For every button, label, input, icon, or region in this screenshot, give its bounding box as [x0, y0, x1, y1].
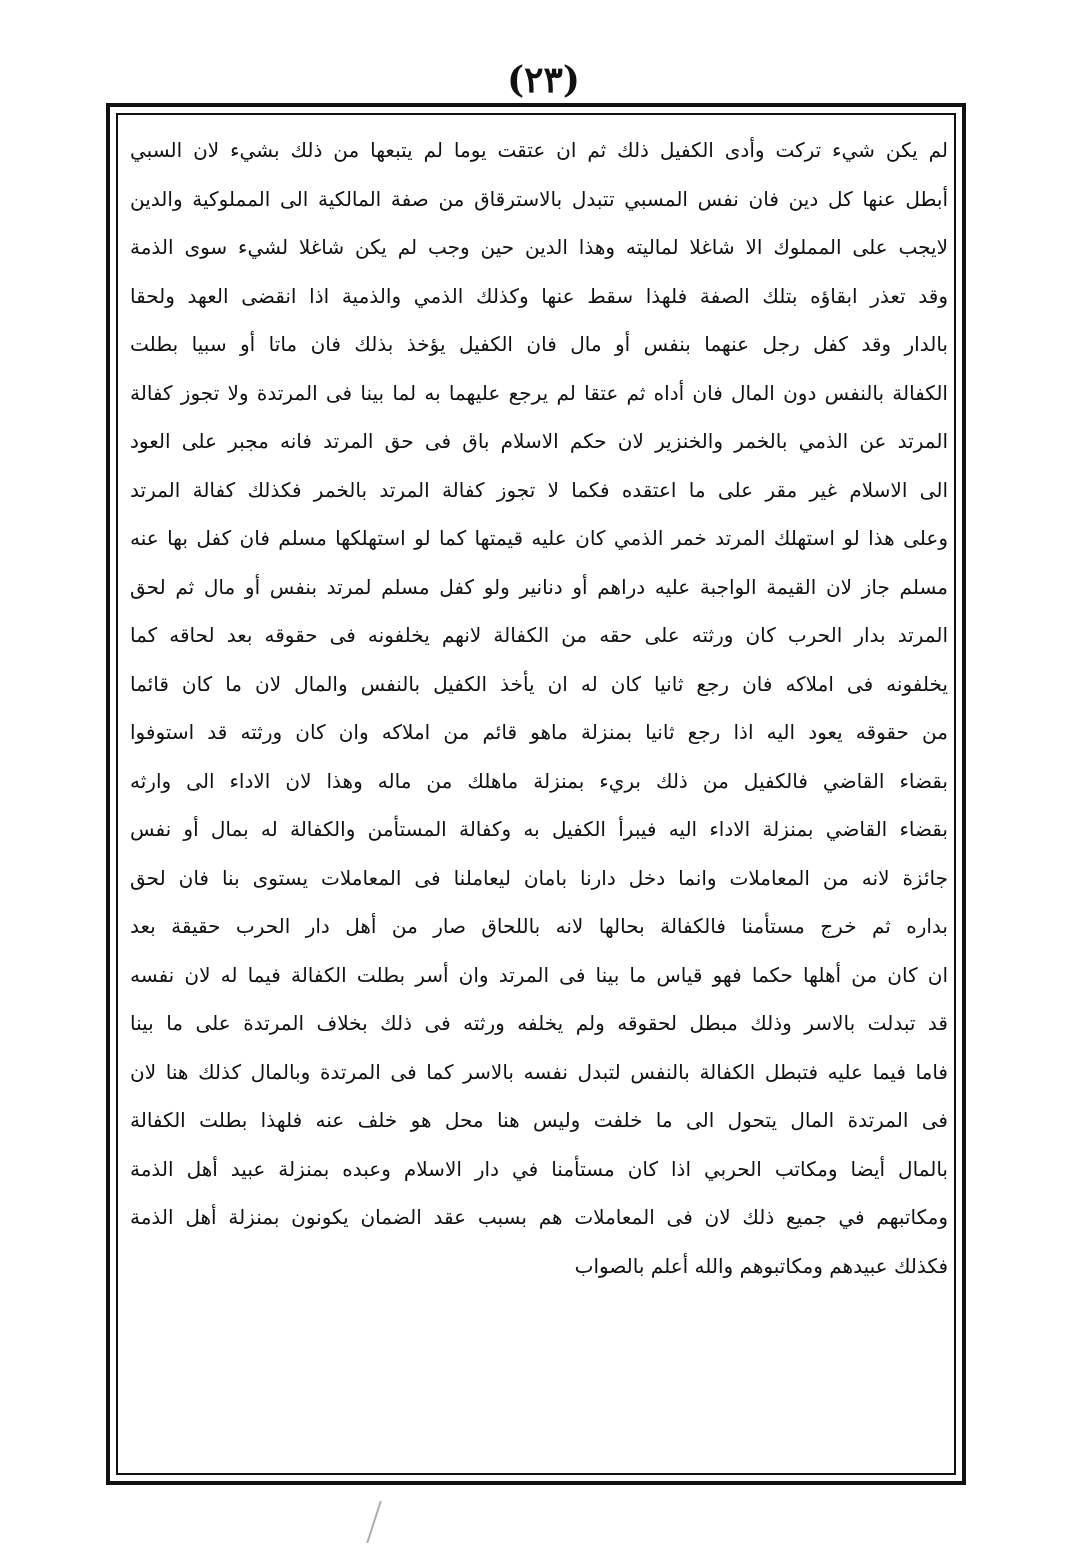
text-line: بداره ثم خرج مستأمنا فالكفالة بحالها لانه باللحاق صار من أهل دار الحرب حقيقة بعد [130, 914, 948, 938]
text-line: مسلم جاز لان القيمة الواجبة عليه دراهم أو دنانير ولو كفل مسلم لمرتد بنفس أو مال ثم لحق [130, 574, 948, 599]
text-line: وقد تعذر ابقاؤه بتلك الصفة فلهذا سقط عنها وكذلك الذمي والذمية اذا انقضى العهد ولحقا [130, 283, 948, 308]
text-line: بالمال أيضا ومكاتب الحربي اذا كان مستأمنا في دار الاسلام وعبده بمنزلة عبيد أهل الذمة [130, 1156, 948, 1181]
text-line: قد تبدلت بالاسر وذلك مبطل لحقوقه ولم يخلفه ورثته فى ذلك بخلاف المرتدة على ما بينا [130, 1011, 948, 1035]
text-line: فى المرتدة المال يتحول الى ما خلفت وليس هنا محل هو خلف عنه فلهذا بطلت الكفالة [130, 1108, 948, 1132]
text-line: لم يكن شيء تركت وأدى الكفيل ذلك ثم ان عتقت يوما لم يتبعها من ذلك بشيء لان السبي [130, 138, 948, 162]
text-line: الى الاسلام غير مقر على ما اعتقده فكما لا تجوز كفالة المرتد بالخمر فكذلك كفالة المرتد [130, 477, 948, 502]
text-line: بقضاء القاضي فالكفيل من ذلك بريء بمنزلة ماهلك من ماله وهذا لان الاداء الى وارثه [130, 768, 948, 793]
text-line: ان كان من أهلها حكما فهو قياس ما بينا فى المرتد وان أسر بطلت الكفالة فيما له لان نفسه [130, 962, 948, 987]
text-line: المرتد بدار الحرب كان ورثته على حقه من الكفالة لانهم يخلفونه فى حقوقه بعد لحاقه كما [130, 623, 948, 647]
text-line: ومكاتبهم في جميع ذلك لان فى المعاملات هم بسبب عقد الضمان يكونون بمنزلة أهل الذمة [130, 1205, 948, 1229]
text-line: الكفالة بالنفس دون المال فان أداه ثم عتقا لم يرجع عليهما به لما بينا فى المرتدة ولا تجوز كفالة [130, 380, 948, 405]
text-line: جائزة لانه من المعاملات وانما دخل دارنا بامان ليعاملنا فى المعاملات يستوى بنا فان لحق [130, 865, 948, 890]
text-line: وعلى هذا لو استهلك المرتد خمر الذمي كان عليه قيمتها كما لو استهلكها مسلم فان كفل بها عنه [130, 526, 948, 550]
text-line-last: فكذلك عبيدهم ومكاتبوهم والله أعلم بالصواب [574, 1253, 948, 1278]
text-line: بقضاء القاضي بمنزلة الاداء اليه فيبرأ الكفيل به وكفالة المستأمن والكفالة له بمال أو نفس [130, 817, 948, 841]
page-number: (٢٣) [507, 59, 580, 101]
text-line: أبطل عنها كل دين فان نفس المسبي تتبدل بالاسترقاق من صفة المالكية الى المملوكية والدين [130, 186, 948, 211]
text-line: لايجب على المملوك الا شاغلا لماليته وهذا الدين حين وجب لم يكن شاغلا لشيء سوى الذمة [130, 235, 948, 259]
text-line: فاما فيما عليه فتبطل الكفالة بالنفس لتبدل نفسه بالاسر كما فى المرتدة وبالمال كذلك هنا لان [130, 1059, 948, 1084]
text-line: يخلفونه فى املاكه فان رجع ثانيا كان له ان يأخذ الكفيل بالنفس والمال لان ما كان قائما [130, 671, 948, 696]
stray-pen-mark [366, 1501, 381, 1543]
text-line: المرتد عن الذمي بالخمر والخنزير لان حكم الاسلام باق فى حق المرتد فانه مجبر على العود [130, 429, 948, 453]
text-line: من حقوقه يعود اليه اذا رجع ثانيا بمنزلة ماهو قائم من املاكه وان كان ورثته قد استوفوا [130, 720, 948, 744]
page-text-body [130, 126, 948, 1466]
text-line: بالدار وقد كفل رجل عنهما بنفس أو مال فان الكفيل يؤخذ بذلك فان ماتا أو سبيا بطلت [130, 332, 948, 356]
